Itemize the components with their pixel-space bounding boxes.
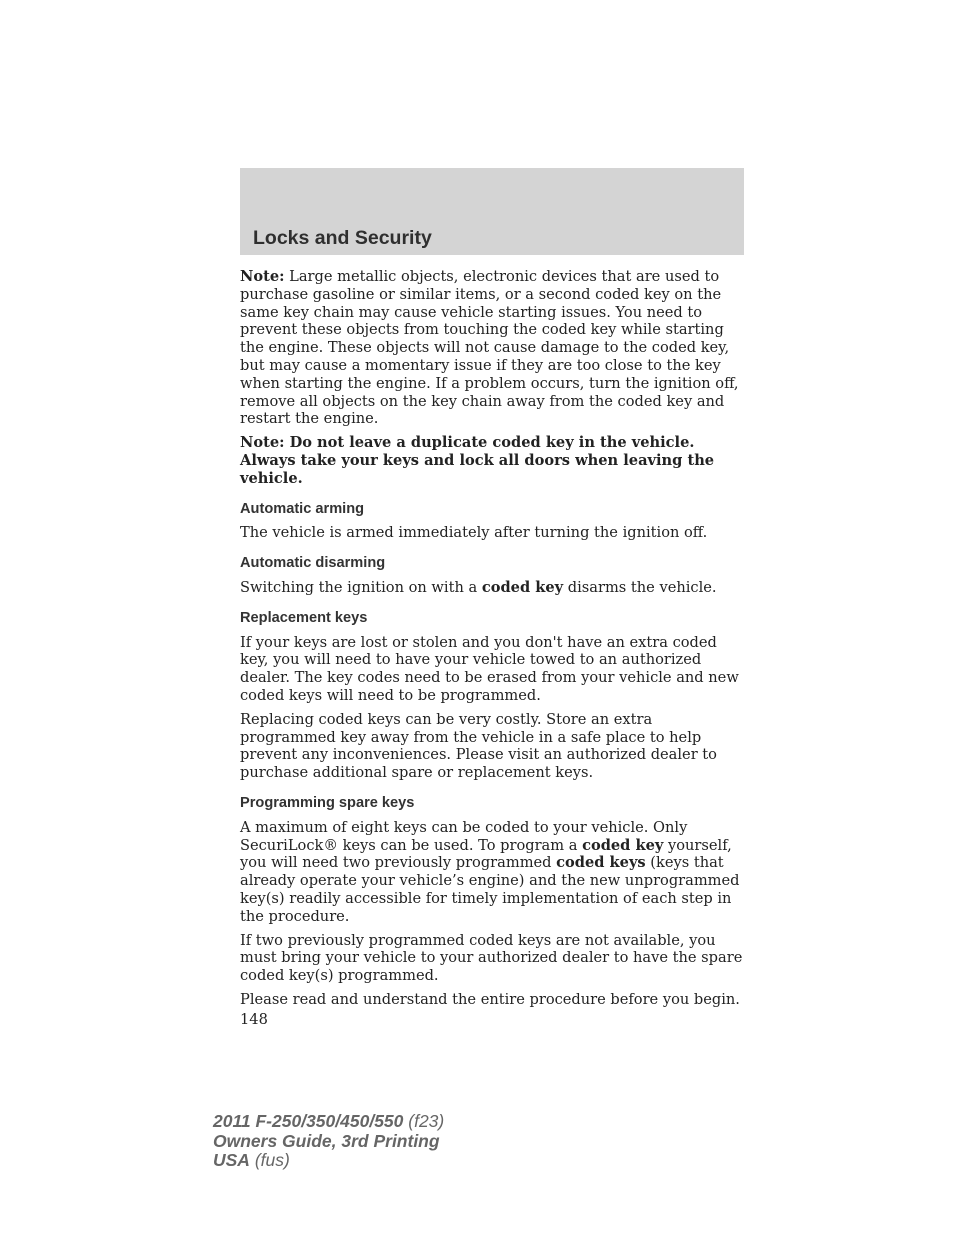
footer-model: 2011 F-250/350/450/550	[213, 1111, 404, 1131]
programming-paragraph-2: If two previously programmed coded keys are not available, you must bring your vehicle to your authorized dealer to have the spare coded key(s) programmed.	[240, 931, 743, 985]
programming-paragraph-3: Please read and understand the entire procedure before you begin.	[240, 990, 740, 1008]
page-content	[240, 268, 746, 1028]
coded-key-term: coded key	[481, 578, 564, 596]
arming-text: The vehicle is armed immediately after turning the ignition off.	[240, 524, 708, 542]
note-paragraph	[240, 268, 746, 428]
replacement-paragraph-2: Replacing coded keys can be very costly. Store an extra programmed key away from the vehicle in a safe place to help prevent any inconveniences. Please visit an authorized dealer to purchase additional spare or replacement keys.	[240, 710, 717, 782]
disarming-text	[240, 579, 746, 597]
coded-keys-term: coded keys	[556, 854, 646, 872]
programming-text-c: yourself, you will need two previously programmed	[240, 836, 732, 872]
warning-note: Note: Do not leave a duplicate coded key in the vehicle. Always take your keys and lock all doors when leaving the vehicle.	[240, 434, 715, 487]
coded-key-term: coded key	[582, 836, 664, 854]
footer-region-code: (fus)	[249, 1150, 290, 1170]
footer-guide-line: Owners Guide, 3rd Printing	[213, 1130, 440, 1151]
heading-replacement-keys: Replacement keys	[240, 609, 368, 626]
footer-region: USA	[213, 1150, 250, 1170]
programming-paragraph-1	[240, 819, 746, 926]
disarming-text-end: disarms the vehicle.	[563, 578, 717, 596]
section-title: Locks and Security	[253, 227, 432, 249]
programming-text-a: A maximum of eight keys can be coded to your vehicle. Only SecuriLock® keys can be used. To program a	[240, 818, 688, 854]
programming-text-e: (keys that already operate your vehicle’s engine) and the new unprogrammed key(s) readily accessible for timely implementation of each step in the procedure.	[240, 854, 740, 925]
note-label: Note:	[240, 268, 285, 285]
heading-programming-spare-keys: Programming spare keys	[240, 794, 415, 811]
document-footer	[213, 1112, 444, 1171]
footer-model-line	[213, 1112, 444, 1132]
footer-model-code: (f23)	[403, 1111, 445, 1131]
note-text: Large metallic objects, electronic devices that are used to purchase gasoline or similar items, or a second coded key on the same key chain may cause vehicle starting issues. You need to prevent these objects from touching the coded key while starting the engine. These objects will not cause damage to the coded key, but may cause a momentary issue if they are too close to the key when starting the engine. If a problem occurs, turn the ignition off, remove all objects on the key chain away from the coded key and restart the engine.	[240, 268, 739, 428]
footer-region-line	[213, 1151, 444, 1171]
section-header-band	[240, 168, 744, 255]
heading-automatic-disarming: Automatic disarming	[240, 555, 386, 572]
page-number: 148	[240, 1010, 268, 1028]
disarming-text-start: Switching the ignition on with a	[240, 578, 482, 596]
replacement-paragraph-1: If your keys are lost or stolen and you don't have an extra coded key, you will need to have your vehicle towed to an authorized dealer. The key codes need to be erased from your vehicle and new coded keys will need to be programmed.	[240, 633, 739, 704]
heading-automatic-arming: Automatic arming	[240, 500, 365, 517]
